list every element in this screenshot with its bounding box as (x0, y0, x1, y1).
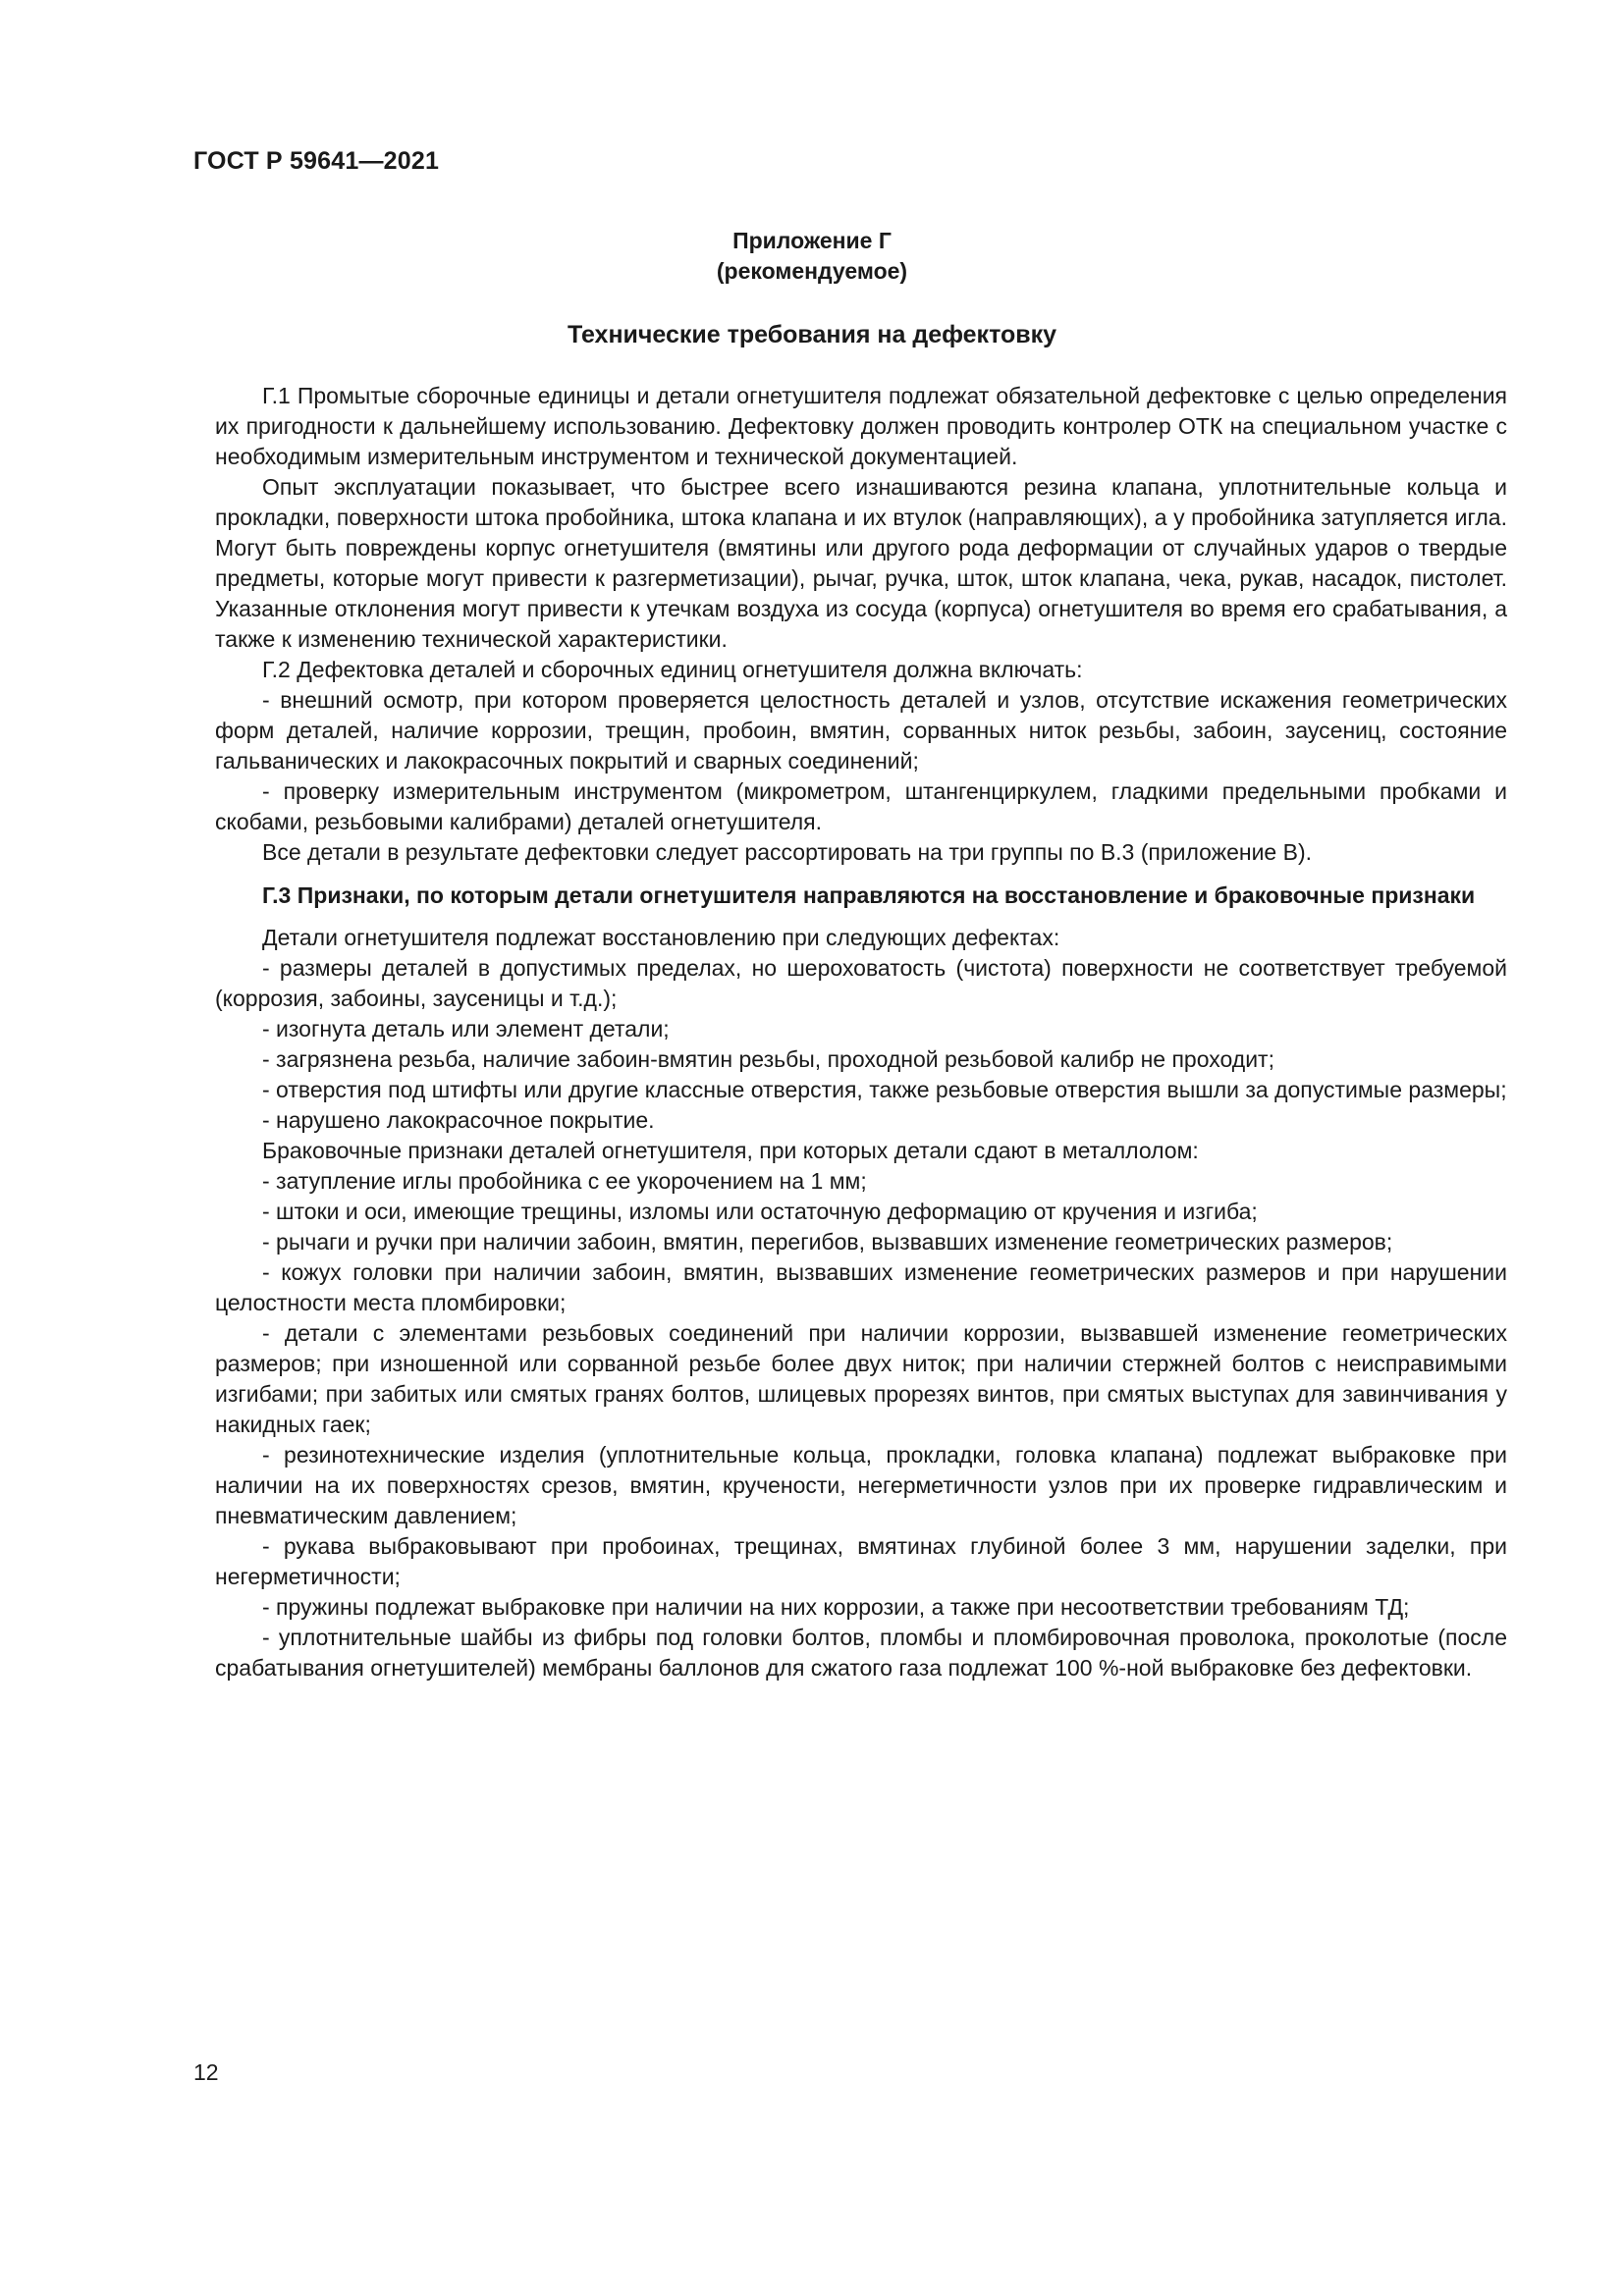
list-item: - рукава выбраковывают при пробоинах, трещинах, вмятинах глубиной более 3 мм, нарушении заделки, при негерметичности; (215, 1533, 1507, 1589)
section-title: Технические требования на дефектовку (567, 321, 1057, 348)
paragraph: Детали огнетушителя подлежат восстановлению при следующих дефектах: (262, 925, 1060, 950)
list-item: - изогнута деталь или элемент детали; (262, 1016, 670, 1041)
document-code-header: ГОСТ Р 59641—2021 (193, 147, 440, 175)
list-item: - рычаги и ручки при наличии забоин, вмятин, перегибов, вызвавших изменение геометрических размеров; (262, 1229, 1393, 1255)
list-item: - нарушено лакокрасочное покрытие. (262, 1107, 655, 1133)
list-item: - детали с элементами резьбовых соединений при наличии коррозии, вызвавшей изменение геометрических размеров; при изношенной или сорванной резьбе более двух ниток; при наличии стержней болтов с неисправимыми изгибами; при забитых или смятых гранях болтов, шлицевых прорезях винтов, при смятых выступах для завинчивания у накидных гаек; (215, 1320, 1507, 1437)
paragraph-group-a (215, 381, 1507, 868)
list-item: - отверстия под штифты или другие классные отверстия, также резьбовые отверстия вышли за допустимые размеры; (262, 1077, 1507, 1102)
paragraph: Опыт эксплуатации показывает, что быстрее всего изнашиваются резина клапана, уплотнительные кольца и прокладки, поверхности штока пробойника, штока клапана и их втулок (направляющих), а у пробойника затупляется игла. Могут быть повреждены корпус огнетушителя (вмятины или другого рода деформации от случайных ударов о твердые предметы, которые могут привести к разгерметизации), рычаг, ручка, шток, шток клапана, чека, рукав, насадок, пистолет. Указанные отклонения могут привести к утечкам воздуха из сосуда (корпуса) огнетушителя во время его срабатывания, а также к изменению технической характеристики. (215, 474, 1507, 652)
paragraph: Браковочные признаки деталей огнетушителя, при которых детали сдают в металлолом: (262, 1138, 1199, 1163)
paragraph-group-b (215, 923, 1507, 1683)
list-item: - затупление иглы пробойника с ее укорочением на 1 мм; (262, 1168, 867, 1194)
list-item: - резинотехнические изделия (уплотнительные кольца, прокладки, головка клапана) подлежат выбраковке при наличии на их поверхностях срезов, вмятин, кручености, негерметичности узлов при их проверке гидравлическим и пневматическим давлением; (215, 1442, 1507, 1528)
page-number: 12 (193, 2059, 219, 2085)
list-item: - уплотнительные шайбы из фибры под головки болтов, пломбы и пломбировочная проволока, проколотые (после срабатывания огнетушителей) мембраны баллонов для сжатого газа подлежат 100 %-ной выбраковке без дефектовки. (215, 1625, 1507, 1681)
document-body (215, 381, 1507, 1683)
list-item: - загрязнена резьба, наличие забоин-вмятин резьбы, проходной резьбовой калибр не проходит; (262, 1046, 1274, 1072)
annex-title: Приложение Г (732, 228, 892, 253)
list-item: - кожух головки при наличии забоин, вмятин, вызвавших изменение геометрических размеров и при нарушении целостности места пломбировки; (215, 1259, 1507, 1315)
list-item: - проверку измерительным инструментом (микрометром, штангенциркулем, гладкими предельными пробками и скобами, резьбовыми калибрами) деталей огнетушителя. (215, 778, 1507, 834)
list-item: - размеры деталей в допустимых пределах, но шероховатость (чистота) поверхности не соответствует требуемой (коррозия, забоины, заусеницы и т.д.); (215, 955, 1507, 1011)
list-item: - внешний осмотр, при котором проверяется целостность деталей и узлов, отсутствие искажения геометрических форм деталей, наличие коррозии, трещин, пробоин, вмятин, сорванных ниток резьбы, забоин, заусениц, состояние гальванических и лакокрасочных покрытий и сварных соединений; (215, 687, 1507, 774)
paragraph: Все детали в результате дефектовки следует рассортировать на три группы по В.3 (приложение В). (262, 839, 1312, 865)
paragraph: Г.1 Промытые сборочные единицы и детали огнетушителя подлежат обязательной дефектовке с целью определения их пригодности к дальнейшему использованию. Дефектовку должен проводить контролер ОТК на специальном участке с необходимым измерительным инструментом и технической документацией. (215, 383, 1507, 469)
annex-kind: (рекомендуемое) (716, 258, 908, 284)
list-item: - штоки и оси, имеющие трещины, изломы или остаточную деформацию от кручения и изгиба; (262, 1199, 1258, 1224)
list-item: - пружины подлежат выбраковке при наличии на них коррозии, а также при несоответствии требованиям ТД; (262, 1594, 1410, 1620)
paragraph: Г.2 Дефектовка деталей и сборочных единиц огнетушителя должна включать: (262, 657, 1083, 682)
subsection-heading: Г.3 Признаки, по которым детали огнетушителя направляются на восстановление и браковочные признаки (262, 882, 1476, 908)
